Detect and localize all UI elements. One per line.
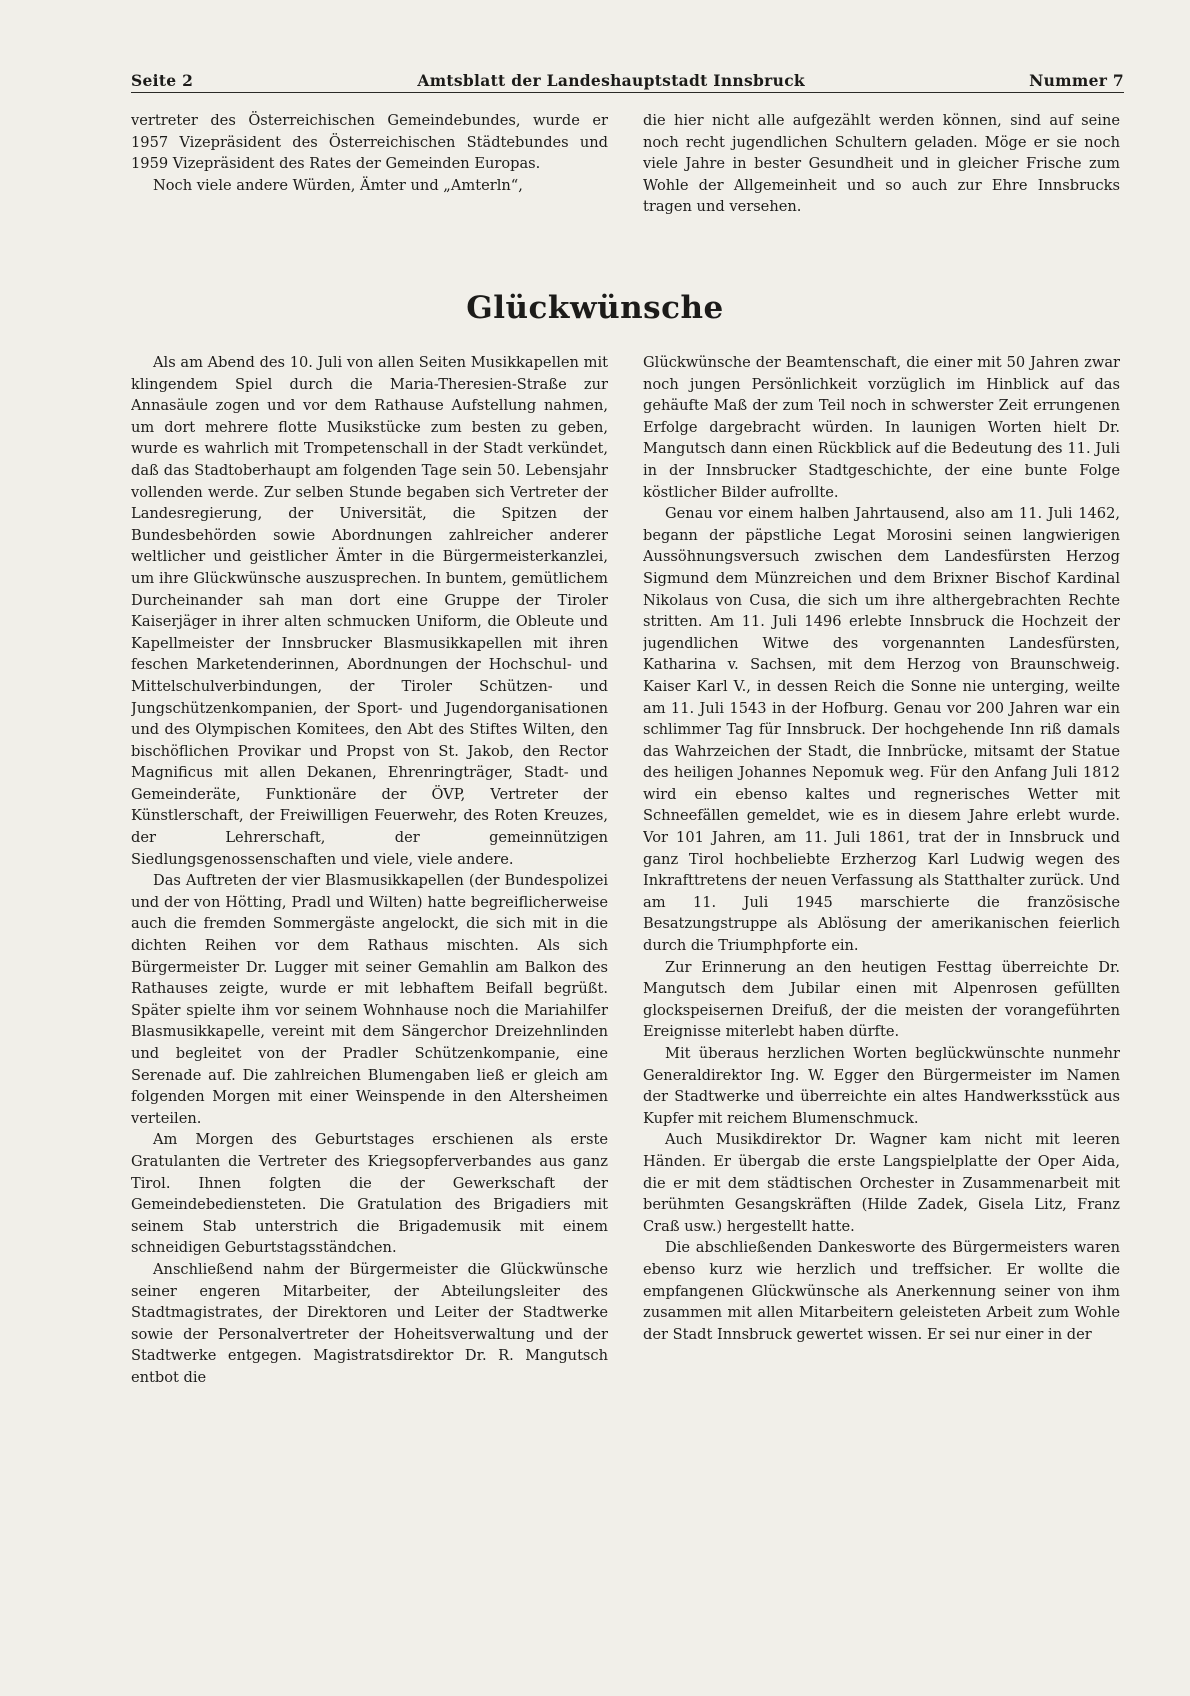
intro-left-paragraph-2: Noch viele andere Würden, Ämter und „Amterln“, [153, 176, 523, 194]
intro-left-paragraph-1: vertreter des Österreichischen Gemeindebundes, wurde er 1957 Vizepräsident des Österreichischen Städtebundes und 1959 Vizepräsident des Rates der Gemeinden Europas. [131, 112, 608, 173]
article-right-paragraph-4: Mit überaus herzlichen Worten beglückwünschte nunmehr Generaldirektor Ing. W. Egger den Bürgermeister im Namen der Stadtwerke und überreichte ein altes Handwerksstück aus Kupfer mit reichem Blumenschmuck. [643, 1045, 1120, 1127]
article-right-paragraph-2: Genau vor einem halben Jahrtausend, also am 11. Juli 1462, begann der päpstliche Legat Morosini seinen langwierigen Aussöhnungsversuch zwischen dem Landesfürsten Herzog Sigmund dem Münzreichen und dem Brixner Bischof Kardinal Nikolaus von Cusa, die sich um ihre althergebrachten Rechte stritten. Am 11. Juli 1496 erlebte Innsbruck die Hochzeit der jugendlichen Witwe des vorgenannten Landesfürsten, Katharina v. Sachsen, mit dem Herzog von Braunschweig. Kaiser Karl V., in dessen Reich die Sonne nie unterging, weilte am 11. Juli 1543 in der Hofburg. Genau vor 200 Jahren war ein schlimmer Tag für Innsbruck. Der hochgehende Inn riß damals das Wahrzeichen der Stadt, die Innbrücke, mitsamt der Statue des heiligen Johannes Nepomuk weg. Für den Anfang Juli 1812 wird ein ebenso kaltes und regnerisches Wetter mit Schneefällen gemeldet, wie es in diesem Jahre erlebt wurde. Vor 101 Jahren, am 11. Juli 1861, trat der in Innsbruck und ganz Tirol hochbeliebte Erzherzog Karl Ludwig wegen des Inkrafttretens der neuen Verfassung als Statthalter zurück. Und am 11. Juli 1945 marschierte die französische Besatzungstruppe als Ablösung der amerikanischen feierlich durch die Triumphpforte ein. [643, 505, 1120, 955]
article-right-paragraph-1: Glückwünsche der Beamtenschaft, die einer mit 50 Jahren zwar noch jungen Persönlichkeit vorzüglich im Hinblick auf das gehäufte Maß der zum Teil noch in schwerster Zeit errungenen Erfolge dargebracht würden. In launigen Worten hielt Dr. Mangutsch dann einen Rückblick auf die Bedeutung des 11. Juli in der Innsbrucker Stadtgeschichte, der eine bunte Folge köstlicher Bilder aufrollte. [643, 354, 1120, 501]
article-left-paragraph-2: Das Auftreten der vier Blasmusikkapellen (der Bundespolizei und der von Hötting, Pradl und Wilten) hatte begreiflicherweise auch die fremden Sommergäste angelockt, die sich mit in die dichten Reihen vor dem Rathaus mischten. Als sich Bürgermeister Dr. Lugger mit seiner Gemahlin am Balkon des Rathauses zeigte, wurde er mit lebhaftem Beifall begrüßt. Später spielte ihm vor seinem Wohnhause noch die Mariahilfer Blasmusikkapelle, vereint mit dem Sängerchor Dreizehnlinden und begleitet von der Pradler Schützenkompanie, eine Serenade auf. Die zahlreichen Blumengaben ließ er gleich am folgenden Morgen mit einer Weinspende in den Altersheimen verteilen. [131, 872, 608, 1127]
intro-column-right [643, 110, 1120, 218]
publication-title: Amtsblatt der Landeshauptstadt Innsbruck [417, 71, 805, 90]
page-number: Seite 2 [131, 71, 194, 90]
article-left-paragraph-1: Als am Abend des 10. Juli von allen Seiten Musikkapellen mit klingendem Spiel durch die Maria-Theresien-Straße zur Annasäule zogen und vor dem Rathause Aufstellung nahmen, um dort mehrere flotte Musikstücke zum besten zu geben, wurde es wahrlich mit Trompetenschall in der Stadt verkündet, daß das Stadtoberhaupt am folgenden Tage sein 50. Lebensjahr vollenden werde. Zur selben Stunde begaben sich Vertreter der Landesregierung, der Universität, die Spitzen der Bundesbehörden sowie Abordnungen zahlreicher anderer weltlicher und geistlicher Ämter in die Bürgermeisterkanzlei, um ihre Glückwünsche auszusprechen. In buntem, gemütlichem Durcheinander sah man dort eine Gruppe der Tiroler Kaiserjäger in ihrer alten schmucken Uniform, die Obleute und Kapellmeister der Innsbrucker Blasmusikkapellen mit ihren feschen Marketenderinnen, Abordnungen der Hochschul- und Mittelschulverbindungen, der Tiroler Schützen- und Jungschützenkompanien, der Sport- und Jugendorganisationen und des Olympischen Komitees, den Abt des Stiftes Wilten, den bischöflichen Provikar und Propst von St. Jakob, den Rector Magnificus mit allen Dekanen, Ehrenringträger, Stadt- und Gemeinderäte, Funktionäre der ÖVP, Vertreter der Künstlerschaft, der Freiwilligen Feuerwehr, des Roten Kreuzes, der Lehrerschaft, der gemeinnützigen Siedlungsgenossenschaften und viele, viele andere. [131, 354, 608, 868]
article-right-paragraph-6: Die abschließenden Dankesworte des Bürgermeisters waren ebenso kurz wie herzlich und treffsicher. Er wollte die empfangenen Glückwünsche als Anerkennung seiner von ihm zusammen mit allen Mitarbeitern geleisteten Arbeit zum Wohle der Stadt Innsbruck gewertet wissen. Er sei nur einer in der [643, 1239, 1120, 1343]
issue-number: Nummer 7 [1029, 71, 1124, 90]
article-left-paragraph-3: Am Morgen des Geburtstages erschienen als erste Gratulanten die Vertreter des Kriegsopferverbandes aus ganz Tirol. Ihnen folgten die der Gewerkschaft der Gemeindebediensteten. Die Gratulation des Brigadiers mit seinem Stab unterstrich die Brigademusik mit einem schneidigen Geburtstagsständchen. [131, 1131, 608, 1257]
intro-column-left [131, 110, 608, 196]
intro-right-paragraph-1: die hier nicht alle aufgezählt werden können, sind auf seine noch recht jugendlichen Schultern geladen. Möge er sie noch viele Jahre in bester Gesundheit und in gleicher Frische zum Wohle der Allgemeinheit und so auch zur Ehre Innsbrucks tragen und versehen. [643, 112, 1120, 216]
article-title: Glückwünsche [466, 290, 724, 326]
running-head [131, 64, 1124, 93]
article-right-paragraph-5: Auch Musikdirektor Dr. Wagner kam nicht mit leeren Händen. Er übergab die erste Langspielplatte der Oper Aida, die er mit dem städtischen Orchester in Zusammenarbeit mit berühmten Gesangskräften (Hilde Zadek, Gisela Litz, Franz Craß usw.) hergestellt hatte. [643, 1131, 1120, 1235]
article-column-left [131, 352, 608, 1662]
article-left-paragraph-4: Anschließend nahm der Bürgermeister die Glückwünsche seiner engeren Mitarbeiter, der Abteilungsleiter des Stadtmagistrates, der Direktoren und Leiter der Stadtwerke sowie der Personalvertreter der Hoheitsverwaltung und der Stadtwerke entgegen. Magistratsdirektor Dr. R. Mangutsch entbot die [131, 1260, 608, 1386]
article-right-paragraph-3: Zur Erinnerung an den heutigen Festtag überreichte Dr. Mangutsch dem Jubilar einen mit Alpenrosen gefüllten glockspeisernen Dreifuß, der die meisten der vorangeführten Ereignisse miterlebt haben dürfte. [643, 958, 1120, 1041]
article-column-right [643, 352, 1120, 1662]
